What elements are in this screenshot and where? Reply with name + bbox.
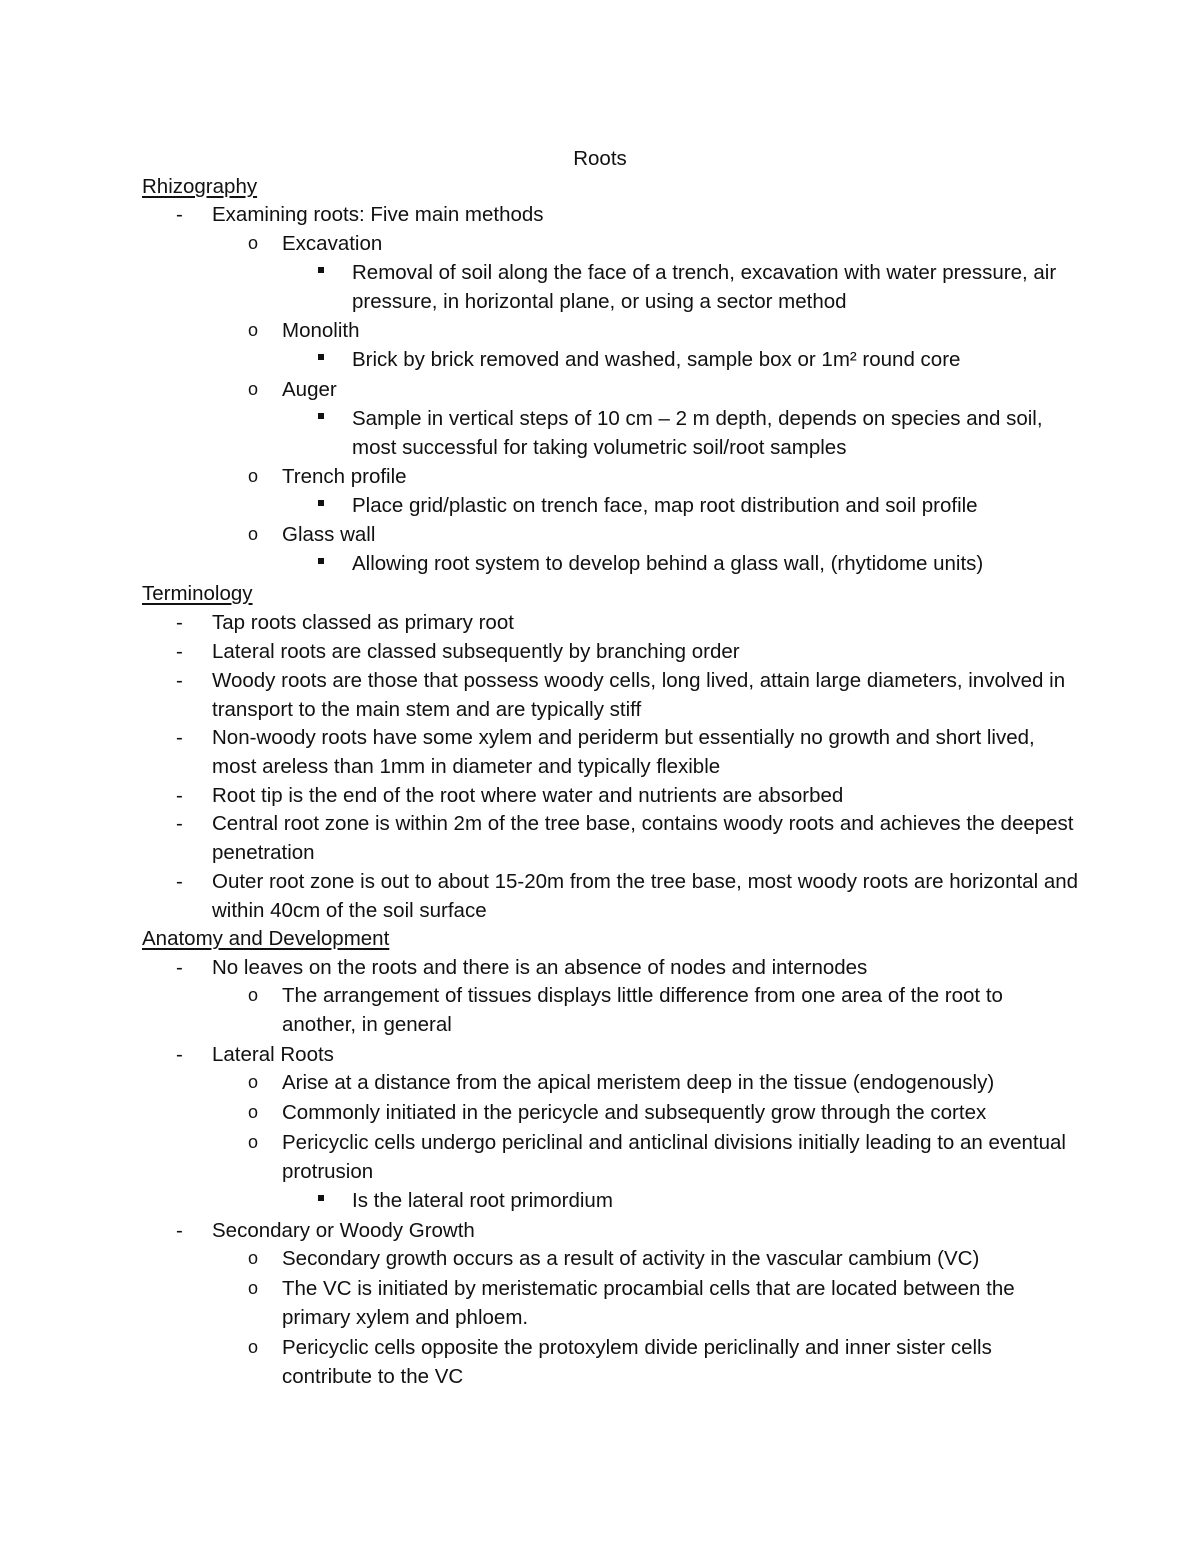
circle-bullet-icon: o xyxy=(248,1248,259,1268)
list-item-text: Removal of soil along the face of a trench, excavation with water pressure, air pressure, in horizontal plane, or using a sector method xyxy=(352,261,1057,314)
section-heading-rhizography: Rhizography xyxy=(142,175,258,198)
dash-bullet-icon: - xyxy=(176,812,183,835)
dash-bullet-icon: - xyxy=(176,956,183,979)
list-item-text: Brick by brick removed and washed, sample box or 1m² round core xyxy=(352,348,961,371)
list-item-text: Is the lateral root primordium xyxy=(352,1189,613,1212)
list-item-text: Woody roots are those that possess woody cells, long lived, attain large diameters, involved in transport to the main stem and are typically stiff xyxy=(212,669,1066,722)
list-item-text: Glass wall xyxy=(282,523,376,546)
dash-bullet-icon: - xyxy=(176,640,183,663)
circle-bullet-icon: o xyxy=(248,1337,259,1357)
list-item-text: Sample in vertical steps of 10 cm – 2 m depth, depends on species and soil, most successful for taking volumetric soil/root samples xyxy=(352,407,1043,460)
list-item-text: Examining roots: Five main methods xyxy=(212,203,544,226)
square-bullet-icon xyxy=(318,258,324,287)
list-item-text: The VC is initiated by meristematic procambial cells that are located between the primary xylem and phloem. xyxy=(282,1277,1015,1330)
square-bullet-icon xyxy=(318,345,324,374)
list-item-text: Monolith xyxy=(282,319,360,342)
list-item-text: Auger xyxy=(282,378,337,401)
square-bullet-icon xyxy=(318,1186,324,1215)
list-item-text: Lateral roots are classed subsequently by branching order xyxy=(212,640,740,663)
list-item-text: Arise at a distance from the apical meristem deep in the tissue (endogenously) xyxy=(282,1071,995,1094)
list-item-text: Secondary or Woody Growth xyxy=(212,1219,475,1242)
list-item-text: Pericyclic cells undergo periclinal and anticlinal divisions initially leading to an eventual protrusion xyxy=(282,1131,1066,1184)
circle-bullet-icon: o xyxy=(248,1278,259,1298)
list-item-text: Allowing root system to develop behind a glass wall, (rhytidome units) xyxy=(352,552,984,575)
circle-bullet-icon: o xyxy=(248,379,259,399)
circle-bullet-icon: o xyxy=(248,1072,259,1092)
list-item-text: No leaves on the roots and there is an absence of nodes and internodes xyxy=(212,956,868,979)
dash-bullet-icon: - xyxy=(176,784,183,807)
square-bullet-icon xyxy=(318,549,324,578)
list-item-text: The arrangement of tissues displays little difference from one area of the root to another, in general xyxy=(282,984,1003,1037)
dash-bullet-icon: - xyxy=(176,669,183,692)
circle-bullet-icon: o xyxy=(248,233,259,253)
list-item-text: Secondary growth occurs as a result of activity in the vascular cambium (VC) xyxy=(282,1247,980,1270)
section-heading-anatomy: Anatomy and Development xyxy=(142,927,390,950)
page-title: Roots xyxy=(573,147,627,170)
list-item-text: Root tip is the end of the root where water and nutrients are absorbed xyxy=(212,784,844,807)
square-bullet-icon xyxy=(318,491,324,520)
list-item-text: Non-woody roots have some xylem and periderm but essentially no growth and short lived, most areless than 1mm in diameter and typically flexible xyxy=(212,726,1035,779)
circle-bullet-icon: o xyxy=(248,524,259,544)
circle-bullet-icon: o xyxy=(248,466,259,486)
section-heading-terminology: Terminology xyxy=(142,582,253,605)
dash-bullet-icon: - xyxy=(176,1043,183,1066)
circle-bullet-icon: o xyxy=(248,1102,259,1122)
list-item-text: Excavation xyxy=(282,232,383,255)
list-item-text: Lateral Roots xyxy=(212,1043,334,1066)
circle-bullet-icon: o xyxy=(248,320,259,340)
list-item-text: Place grid/plastic on trench face, map root distribution and soil profile xyxy=(352,494,978,517)
list-item-text: Central root zone is within 2m of the tree base, contains woody roots and achieves the deepest penetration xyxy=(212,812,1074,865)
dash-bullet-icon: - xyxy=(176,203,183,226)
list-item-text: Outer root zone is out to about 15-20m from the tree base, most woody roots are horizontal and within 40cm of the soil surface xyxy=(212,870,1079,923)
square-bullet-icon xyxy=(318,404,324,433)
dash-bullet-icon: - xyxy=(176,611,183,634)
list-item-text: Trench profile xyxy=(282,465,407,488)
circle-bullet-icon: o xyxy=(248,985,259,1005)
circle-bullet-icon: o xyxy=(248,1132,259,1152)
list-item-text: Pericyclic cells opposite the protoxylem divide periclinally and inner sister cells contribute to the VC xyxy=(282,1336,992,1389)
list-item-text: Tap roots classed as primary root xyxy=(212,611,514,634)
dash-bullet-icon: - xyxy=(176,870,183,893)
list-item-text: Commonly initiated in the pericycle and subsequently grow through the cortex xyxy=(282,1101,987,1124)
dash-bullet-icon: - xyxy=(176,726,183,749)
dash-bullet-icon: - xyxy=(176,1219,183,1242)
